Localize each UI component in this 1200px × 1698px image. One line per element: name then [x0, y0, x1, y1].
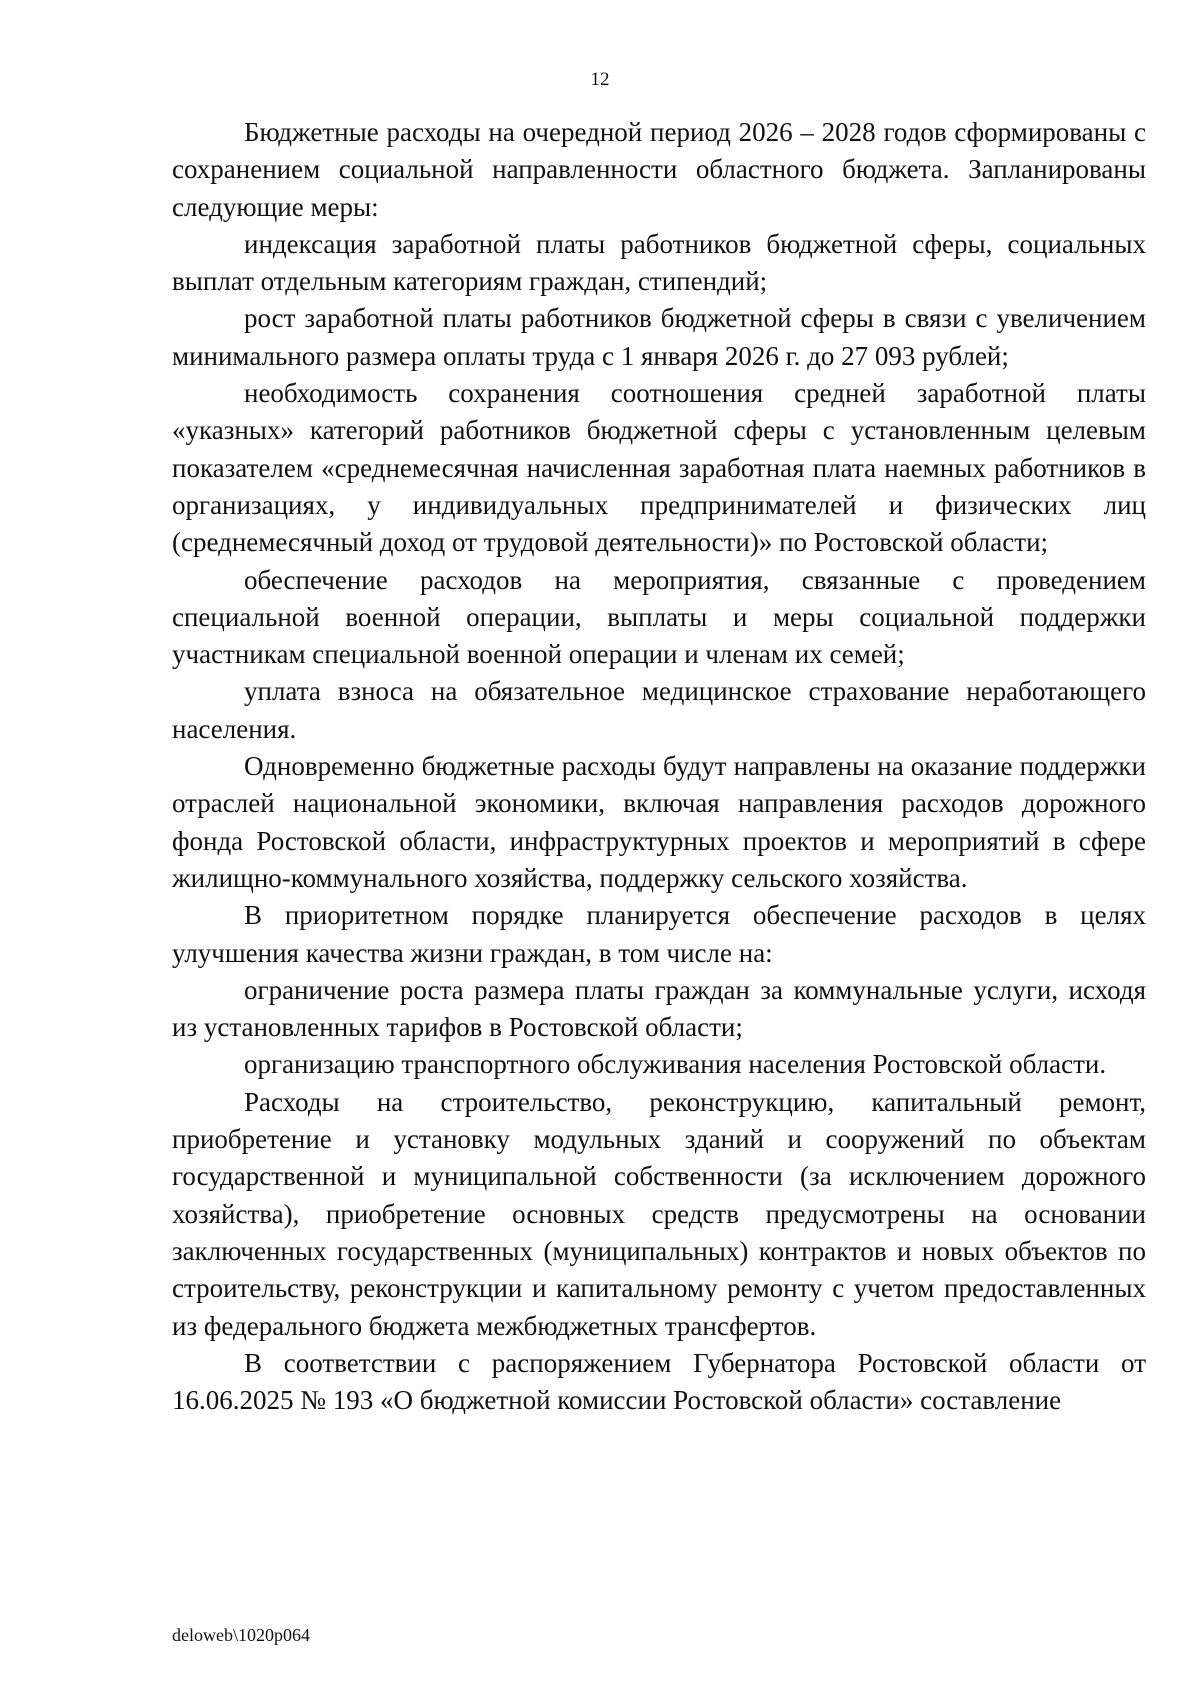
paragraph-salary-indexation: индексация заработной платы работников бюджетной сферы, социальных выплат отдельным категориям граждан, стипендий; [172, 228, 1146, 297]
document-body [172, 114, 1146, 1419]
paragraph-salary-ratio: необходимость сохранения соотношения средней заработной платы «указных» категорий работников бюджетной сферы с установленным целевым показателем «среднемесячная начисленная заработная плата наемных работников в организациях, у индивидуальных предпринимателей и физических лиц (среднемесячный доход от трудовой деятельности)» по Ростовской области; [172, 378, 1146, 558]
paragraph-minimum-wage-growth: рост заработной платы работников бюджетной сферы в связи с увеличением минимального размера оплаты труда с 1 января 2026 г. до 27 093 рублей; [172, 303, 1146, 371]
paragraph-military-operation-support: обеспечение расходов на мероприятия, связанные с проведением специальной военной операции, выплаты и меры социальной поддержки участникам специальной военной операции и членам их семей; [172, 564, 1146, 670]
paragraph-medical-insurance: уплата взноса на обязательное медицинское страхование неработающего населения. [172, 676, 1146, 744]
paragraph-budget-expenses: Бюджетные расходы на очередной период 2026 – 2028 годов сформированы с сохранением социальной направленности областного бюджета. Запланированы следующие меры: [172, 117, 1146, 222]
page-number: 12 [590, 69, 610, 90]
paragraph-construction-expenses: Расходы на строительство, реконструкцию, капитальный ремонт, приобретение и установку модульных зданий и сооружений по объектам государственной и муниципальной собственности (за исключением дорожного хозяйства), приобретение основных средств предусмотрены на основании заключенных государственных (муниципальных) контрактов и новых объектов по строительству, реконструкции и капитальному ремонту с учетом предоставленных из федерального бюджета межбюджетных трансфертов. [172, 1086, 1146, 1341]
paragraph-governor-order: В соответствии с распоряжением Губернатора Ростовской области от 16.06.2025 № 193 «О бюджетной комиссии Ростовской области» составление [172, 1347, 1146, 1416]
paragraph-economy-support: Одновременно бюджетные расходы будут направлены на оказание поддержки отраслей национальной экономики, включая направления расходов дорожного фонда Ростовской области, инфраструктурных проектов и мероприятий в сфере жилищно-коммунального хозяйства, поддержку сельского хозяйства. [172, 751, 1146, 893]
paragraph-priority-expenses: В приоритетном порядке планируется обеспечение расходов в целях улучшения качества жизни граждан, в том числе на: [172, 900, 1146, 968]
paragraph-utility-payments: ограничение роста размера платы граждан за коммунальные услуги, исходя из установленных тарифов в Ростовской области; [172, 974, 1146, 1043]
paragraph-transport-service: организацию транспортного обслуживания населения Ростовской области. [244, 1049, 1107, 1080]
footer-document-code: deloweb\1020p064 [172, 1625, 310, 1645]
